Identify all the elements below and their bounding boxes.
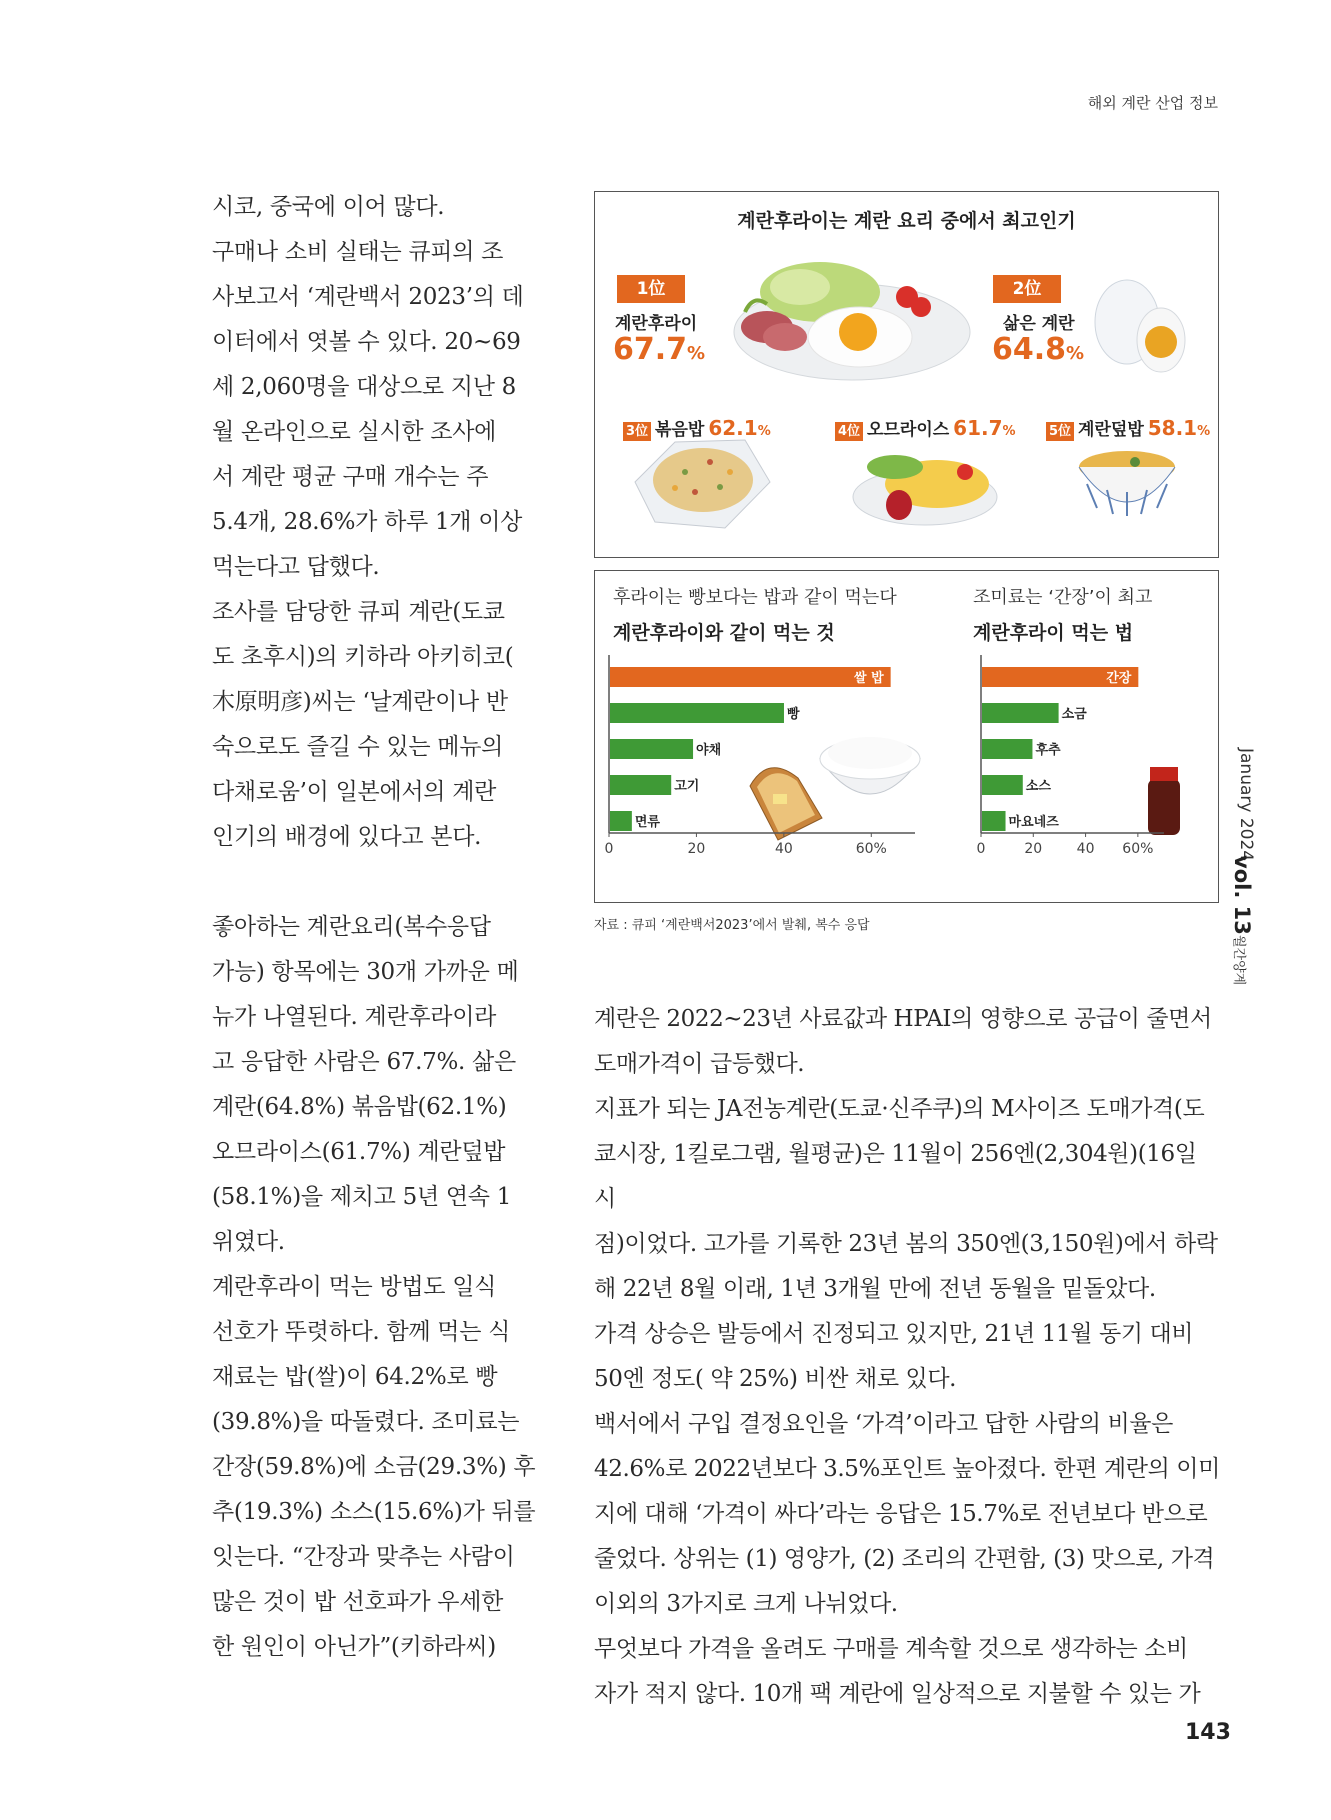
tick-label: 0 (976, 841, 986, 857)
bar (982, 811, 1006, 831)
left-column (212, 185, 536, 1670)
tick-label: 60% (855, 841, 887, 857)
bar-label: 야채 (696, 743, 722, 758)
right-column (594, 997, 1221, 1717)
rank-name-1: 계란후라이 (615, 314, 698, 334)
bar-label: 간장 (1106, 671, 1132, 686)
text-line: 위였다. (212, 1229, 285, 1255)
text-line: 무엇보다 가격을 올려도 구매를 계속할 것으로 생각하는 소비 (594, 1636, 1188, 1662)
left-chart-subtitle: 후라이는 빵보다는 밥과 같이 먹는다 (613, 587, 897, 608)
soy-sauce-illustration (1148, 767, 1180, 835)
text-line: 먹는다고 답했다. (212, 554, 380, 580)
text-line: 간장(59.8%)에 소금(29.3%) 후 (212, 1454, 536, 1480)
bar (610, 739, 693, 759)
bar-label: 고기 (674, 779, 700, 794)
rank-4: 4位 오므라이스 61.7% (835, 415, 1016, 440)
bar (982, 739, 1032, 759)
text-line: 계란후라이 먹는 방법도 일식 (212, 1274, 497, 1300)
bar-charts (595, 571, 1217, 901)
bar (982, 775, 1023, 795)
rank-name-2: 삶은 계란 (1003, 314, 1075, 334)
omurice-illustration (853, 455, 997, 525)
tick-label: 0 (604, 841, 614, 857)
text-line: 다채로움’이 일본에서의 계란 (212, 779, 497, 805)
text-line: (58.1%)을 제치고 5년 연속 1 (212, 1184, 512, 1210)
bar-label: 마요네즈 (1008, 815, 1059, 830)
boiled-egg-illustration (1095, 280, 1185, 372)
text-line: 이외의 3가지로 크게 나뉘었다. (594, 1591, 898, 1617)
bar (610, 703, 784, 723)
text-line: 가격 상승은 발등에서 진정되고 있지만, 21년 11월 동기 대비 (594, 1321, 1194, 1347)
text-line: 백서에서 구입 결정요인을 ‘가격’이라고 답한 사람의 비율은 (594, 1411, 1173, 1437)
text-line: 뉴가 나열된다. 계란후라이라 (212, 1004, 497, 1030)
tick-label: 20 (687, 841, 706, 857)
text-line: 세 2,060명을 대상으로 지난 8 (212, 374, 516, 400)
bar-label: 쌀 밥 (853, 671, 884, 686)
text-line: 숙으로도 즐길 수 있는 메뉴의 (212, 734, 504, 760)
tick-label: 20 (1024, 841, 1043, 857)
fried-rice-illustration (635, 440, 770, 528)
text-line: 계란은 2022~23년 사료값과 HPAI의 영향으로 공급이 줄면서 (594, 1006, 1212, 1032)
page-number: 143 (1185, 1720, 1231, 1745)
bar (982, 703, 1059, 723)
rank-badge-2: 2位 (993, 275, 1061, 303)
rank-badge-1: 1位 (617, 275, 685, 303)
text-line: 재료는 밥(쌀)이 64.2%로 빵 (212, 1364, 498, 1390)
bar-label: 후추 (1035, 743, 1061, 758)
chart-source: 자료 : 큐피 ‘계란백서2023’에서 발췌, 복수 응답 (594, 918, 870, 933)
toast-illustration (750, 768, 822, 840)
text-line: (39.8%)을 따돌렸다. 조미료는 (212, 1409, 520, 1435)
bar (610, 775, 671, 795)
right-chart-title: 계란후라이 먹는 법 (973, 622, 1134, 644)
ranking-title: 계란후라이는 계란 요리 중에서 최고인기 (737, 210, 1076, 232)
text-line: 해 22년 8월 이래, 1년 3개월 만에 전년 동월을 밑돌았다. (594, 1276, 1156, 1302)
spacer (212, 860, 532, 905)
bar-label: 소금 (1061, 707, 1087, 722)
rank-pct-1: 67.7% (613, 332, 706, 367)
bar-label: 면류 (634, 815, 660, 830)
bar (610, 667, 891, 687)
bar (610, 811, 632, 831)
text-line: 지표가 되는 JA전농계란(도쿄·신주쿠)의 M사이즈 도매가격(도 (594, 1096, 1205, 1122)
bar-label: 빵 (786, 707, 800, 722)
magazine-name: 월간양계 (1231, 935, 1246, 986)
text-line: 한 원인이 아닌가”(키하라씨) (212, 1634, 496, 1660)
food-illustrations (595, 192, 1217, 556)
text-line: 줄었다. 상위는 (1) 영양가, (2) 조리의 간편함, (3) 맛으로, 가격 (594, 1546, 1215, 1572)
left-chart-title: 계란후라이와 같이 먹는 것 (613, 622, 835, 644)
text-line: 木原明彦)씨는 ‘날계란이나 반 (212, 689, 508, 715)
rank-3: 3位 볶음밥 62.1% (623, 415, 771, 440)
text-line: 고 응답한 사람은 67.7%. 삶은 (212, 1049, 516, 1075)
rice-bowl-illustration (820, 737, 920, 794)
egg-bowl-illustration (1079, 451, 1175, 516)
text-line: 월 온라인으로 실시한 조사에 (212, 419, 497, 445)
text-line: 도매가격이 급등했다. (594, 1051, 805, 1077)
rank-5: 5位 계란덮밥 58.1% (1046, 415, 1210, 440)
tick-label: 40 (774, 841, 793, 857)
text-line: 42.6%로 2022년보다 3.5%포인트 높아졌다. 한편 계란의 이미 (594, 1456, 1220, 1482)
chart-panel (594, 570, 1219, 903)
rank-pct-2: 64.8% (992, 332, 1085, 367)
text-line: 지에 대해 ‘가격이 싸다’라는 응답은 15.7%로 전년보다 반으로 (594, 1501, 1208, 1527)
ranking-infographic (594, 191, 1219, 558)
text-line: 자가 적지 않다. 10개 팩 계란에 일상적으로 지불할 수 있는 가 (594, 1681, 1201, 1707)
text-line: 좋아하는 계란요리(복수응답 (212, 914, 491, 940)
text-line: 쿄시장, 1킬로그램, 월평균)은 11월이 256엔(2,304원)(16일 시 (594, 1141, 1197, 1212)
text-line: 계란(64.8%) 볶음밥(62.1%) (212, 1094, 507, 1120)
text-line: 점)이었다. 고가를 기록한 23년 봄의 350엔(3,150원)에서 하락 (594, 1231, 1218, 1257)
tick-label: 40 (1076, 841, 1095, 857)
text-line: 많은 것이 밥 선호파가 우세한 (212, 1589, 504, 1615)
chart-seasonings (977, 655, 1164, 857)
text-line: 50엔 정도( 약 25%) 비싼 채로 있다. (594, 1366, 957, 1392)
text-line: 이터에서 엿볼 수 있다. 20~69 (212, 329, 521, 355)
section-label: 해외 계란 산업 정보 (1087, 94, 1218, 112)
text-line: 5.4개, 28.6%가 하루 1개 이상 (212, 509, 523, 535)
bar-label: 소스 (1025, 779, 1051, 794)
text-line: 사보고서 ‘계란백서 2023’의 데 (212, 284, 524, 310)
text-line: 가능) 항목에는 30개 가까운 메 (212, 959, 519, 985)
text-line: 도 초후시)의 키하라 아키히코( (212, 644, 514, 670)
fried-egg-plate-illustration (734, 262, 970, 380)
tick-label: 60% (1122, 841, 1154, 857)
text-line: 서 계란 평균 구매 개수는 주 (212, 464, 489, 490)
issue-date: January 2024 (1236, 748, 1256, 862)
text-line: 조사를 담당한 큐피 계란(도쿄 (212, 599, 505, 625)
text-line: 선호가 뚜렷하다. 함께 먹는 식 (212, 1319, 511, 1345)
text-line: 잇는다. “간장과 맞추는 사람이 (212, 1544, 515, 1570)
text-line: 인기의 배경에 있다고 본다. (212, 824, 482, 850)
text-line: 시코, 중국에 이어 많다. (212, 194, 445, 220)
text-line: 구매나 소비 실태는 큐피의 조 (212, 239, 504, 265)
right-chart-subtitle: 조미료는 ‘간장’이 최고 (973, 587, 1153, 608)
text-line: 추(19.3%) 소스(15.6%)가 뒤를 (212, 1499, 536, 1525)
text-line: 오므라이스(61.7%) 계란덮밥 (212, 1139, 506, 1165)
issue-volume: vol. 13 (1230, 855, 1254, 935)
